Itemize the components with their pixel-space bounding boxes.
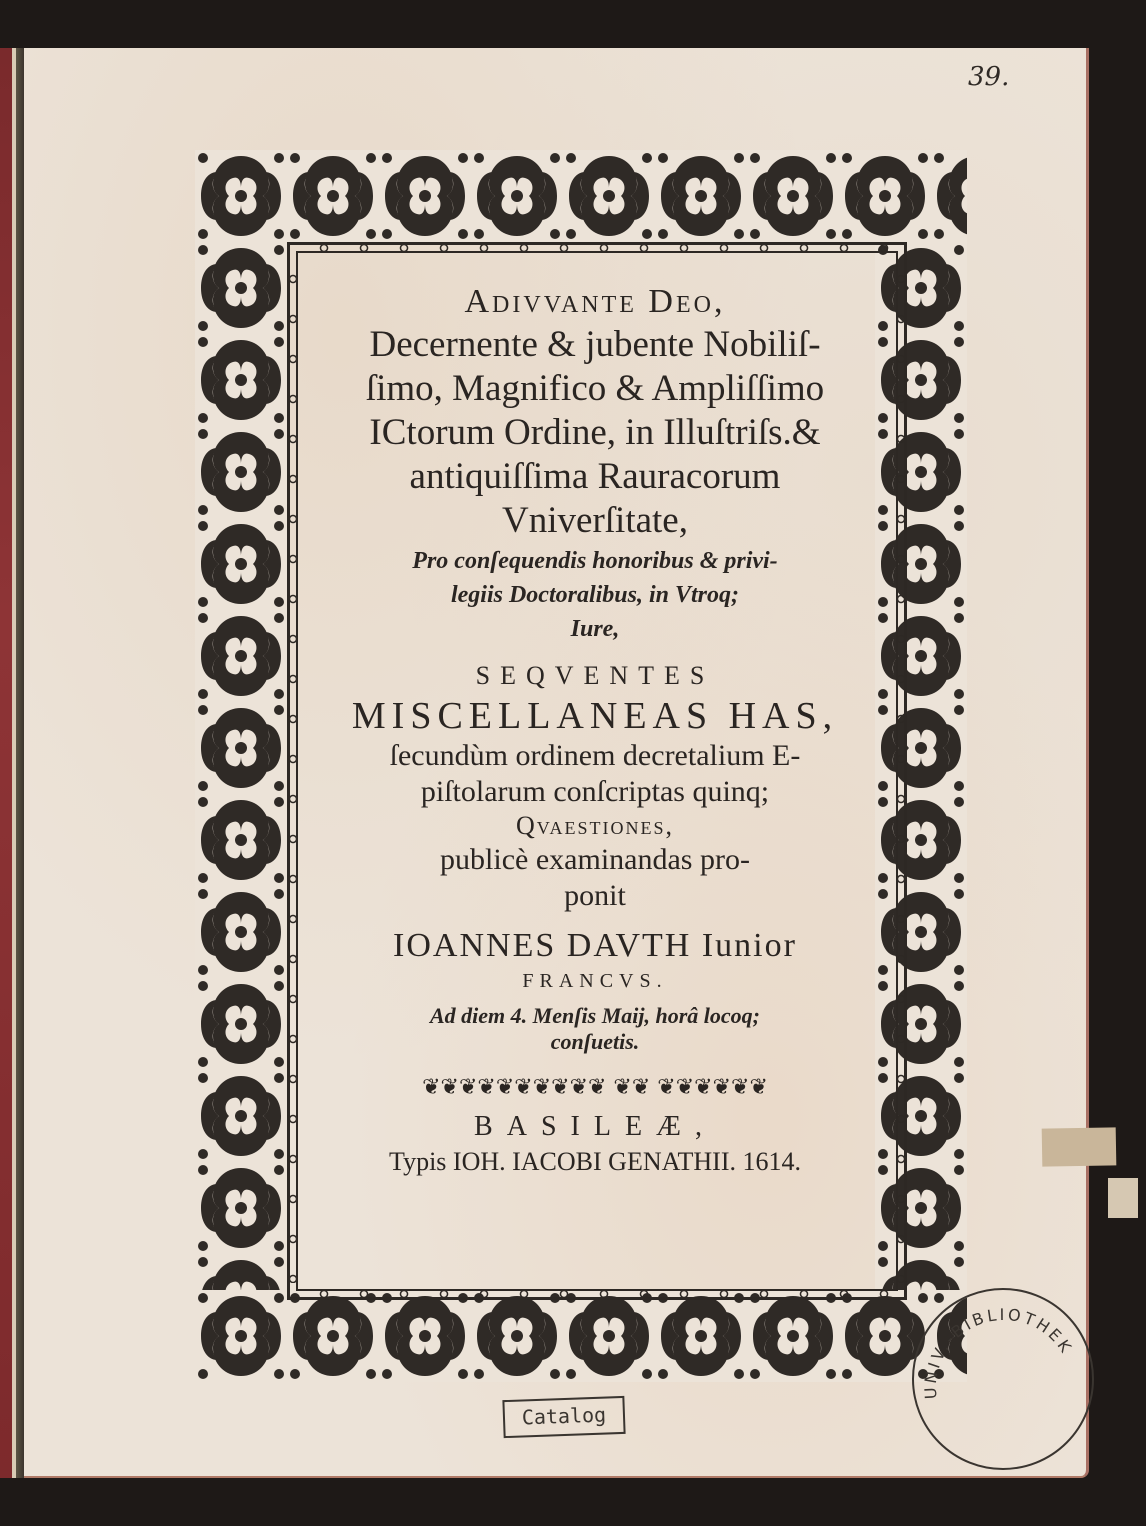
author-origin-line: FRANCVS. <box>522 970 668 992</box>
body-line: piſtolarum conſcriptas quinq; <box>420 775 770 808</box>
date-line: conſuetis. <box>550 1029 640 1054</box>
bookmark-tab-lower <box>1108 1178 1138 1218</box>
ornament-bottom-band <box>195 1290 967 1382</box>
invocation-line: Adivvante Deo, <box>464 283 726 320</box>
purpose-line: Iure, <box>570 616 620 642</box>
arabesque-pattern-icon <box>195 150 967 242</box>
svg-text:UNIV.-BIBLIOTHEK <box>921 1305 1077 1400</box>
body-line: antiquiſſima Rauracorum <box>409 456 781 497</box>
arabesque-pattern-icon <box>195 242 287 1290</box>
fleuron-ornament-row: ❦❦❦❦❦❦❦❦❦❦ ❦❦ ❦❦❦❦❦❦ <box>422 1075 768 1100</box>
binding-spine-red <box>0 48 12 1478</box>
library-stamp-text: UNIV.-BIBLIOTHEK <box>920 1304 1077 1400</box>
imprint-place: BASILEÆ, <box>474 1111 716 1142</box>
body-line: publicè examinandas pro- <box>440 843 750 876</box>
body-line: Vniverſitate, <box>502 500 688 541</box>
author-line: IOANNES DAVTH Iunior <box>393 927 797 964</box>
ornament-left-band <box>195 242 287 1290</box>
ornament-top-band <box>195 150 967 242</box>
frame-dots-bottom <box>304 1289 890 1299</box>
arabesque-pattern-icon <box>195 1290 967 1382</box>
bookmark-tab <box>1042 1127 1117 1166</box>
body-line: ICtorum Ordine, in Illuſtriſs.& <box>369 412 821 453</box>
body-line: ſimo, Magnifico & Ampliſſimo <box>365 368 825 409</box>
miscellaneas-line: MISCELLANEAS HAS, <box>351 695 839 737</box>
library-stamp <box>912 1288 1094 1470</box>
purpose-line: Pro conſequendis honoribus & privi- <box>412 548 778 574</box>
catalog-stamp: Catalog <box>502 1396 625 1438</box>
body-line: Decernente & jubente Nobiliſ- <box>369 324 821 365</box>
imprint-printer: Typis IOH. IACOBI GENATHII. 1614. <box>389 1147 801 1176</box>
body-line: ſecundùm ordinem decretalium E- <box>389 739 801 772</box>
frame-dots-right <box>896 259 906 1283</box>
quaestiones-line: Qvaestiones, <box>516 811 674 840</box>
sequentes-line: SEQVENTES <box>475 661 715 690</box>
library-seal-icon <box>914 1290 1092 1468</box>
purpose-line: legiis Doctoralibus, in Vtroq; <box>450 582 740 608</box>
page-number: 39. <box>968 62 1010 92</box>
body-line: ponit <box>564 879 626 912</box>
frame-dots-left <box>288 259 298 1283</box>
date-line: Ad diem 4. Menſis Maij, horâ locoq; <box>429 1003 760 1028</box>
title-text-block <box>300 275 890 1175</box>
frame-dots-top <box>304 243 890 253</box>
